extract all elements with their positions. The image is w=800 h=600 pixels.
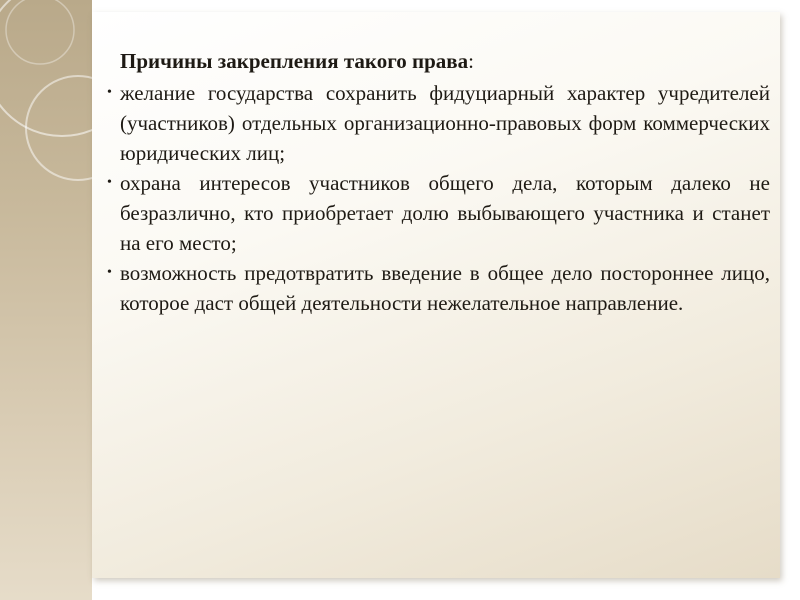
slide-heading (120, 46, 770, 76)
reason-item (107, 78, 770, 168)
reasons-list (107, 78, 770, 318)
reason-text: охрана интересов участников общего дела, которым далеко не безразлично, кто приобретает долю выбывающего участника и станет на его место; (120, 171, 770, 255)
decorative-ring-small (6, 0, 74, 64)
slide-heading-text: Причины закрепления такого права (120, 49, 469, 73)
bullet-icon: • (107, 85, 112, 100)
bullet-icon: • (107, 175, 112, 190)
slide-heading-colon: : (468, 49, 474, 73)
reason-text: желание государства сохранить фидуциарный характер учредителей (участников) отдельных организационно-правовых форм коммерческих юридических лиц; (120, 81, 770, 165)
reason-item (107, 168, 770, 258)
reason-text: возможность предотвратить введение в общее дело постороннее лицо, которое даст общей деятельности нежелательное направление. (120, 261, 770, 315)
text-block (107, 46, 770, 318)
reason-item (107, 258, 770, 318)
bullet-icon: • (107, 265, 112, 280)
